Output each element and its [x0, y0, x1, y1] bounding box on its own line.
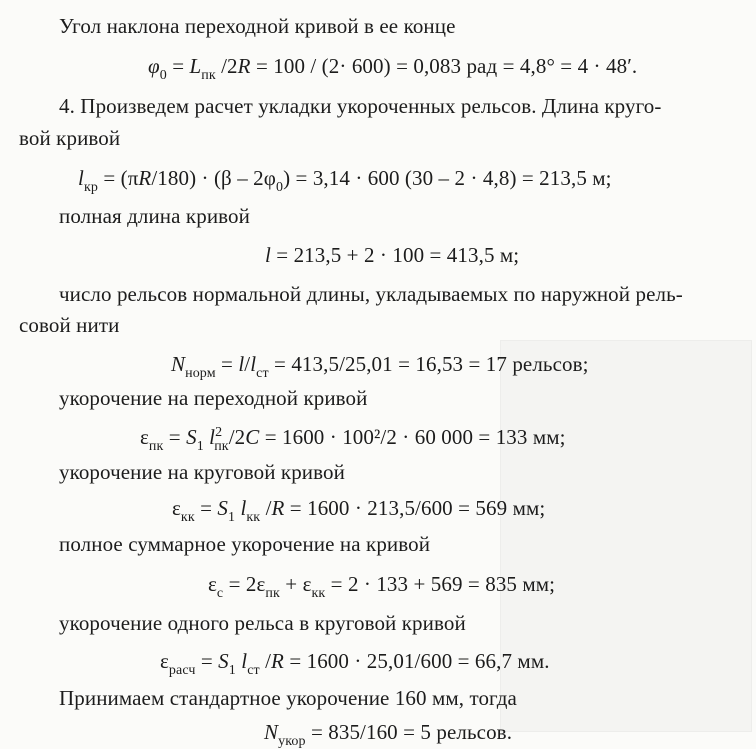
formula-subscript: кк	[311, 586, 326, 601]
paragraph-line	[59, 12, 456, 40]
formula-operator: = 2ε	[228, 572, 266, 596]
formula-tail: = 835/160 = 5 рельсов.	[305, 720, 513, 744]
paragraph-line	[59, 684, 517, 712]
formula-symbol: S	[186, 425, 197, 449]
formula-symbol: l	[78, 166, 84, 190]
formula-symbol: R	[271, 649, 284, 673]
formula-subscript: кк	[180, 510, 195, 525]
formula-operator: /	[259, 649, 272, 673]
formula-subscript: ст	[256, 366, 269, 381]
formula-operator: =	[172, 54, 190, 78]
paragraph-line	[59, 530, 430, 558]
paragraph-line	[59, 92, 661, 120]
formula-subscript: 0	[275, 180, 284, 195]
paragraph-line	[19, 124, 120, 152]
formula-tail: = 1600 · 213,5/600 = 569 мм;	[284, 496, 546, 520]
formula-operator: /	[244, 352, 251, 376]
formula-tail: = 413,5/25,01 = 16,53 = 17 рельсов;	[268, 352, 589, 376]
formula-circular-shortening	[172, 494, 546, 525]
formula-subscript: 1	[228, 663, 236, 678]
text-run: вой кривой	[19, 126, 121, 150]
formula-superscript: 2	[215, 425, 223, 440]
formula-symbol: R	[237, 54, 251, 78]
formula-symbol: N	[264, 720, 279, 744]
formula-subscript: расч	[168, 663, 196, 678]
formula-full-length	[265, 241, 519, 269]
formula-symbol: l	[238, 352, 245, 376]
formula-symbol: l	[265, 243, 271, 267]
formula-symbol: ε	[208, 572, 217, 596]
formula-symbol: L	[189, 54, 202, 78]
formula-subscript: норм	[185, 366, 216, 381]
formula-operator: =	[200, 496, 218, 520]
text-run: число рельсов нормальной длины, укладываемых по наружной рель-	[59, 282, 683, 306]
formula-symbol: ε	[160, 649, 169, 673]
paragraph-line	[19, 311, 119, 339]
formula-subscript: пк	[148, 439, 164, 454]
formula-operator: =	[200, 649, 219, 673]
formula-symbol: l	[240, 496, 247, 520]
formula-subscript: кк	[246, 510, 261, 525]
formula-symbol: R	[271, 496, 285, 520]
formula-tail: = 1600 · 25,01/600 = 66,7 мм.	[283, 649, 550, 673]
text-run: полная длина кривой	[59, 204, 250, 228]
text-run: укорочение на круговой кривой	[59, 460, 345, 484]
formula-symbol: S	[217, 496, 228, 520]
formula-subscript: кр	[83, 180, 98, 195]
formula-shortened-rails	[264, 718, 513, 749]
text-run: Угол наклона переходной кривой в ее конце	[59, 14, 456, 38]
formula-tail: = 100 / (2· 600) = 0,083 рад = 4,8° = 4 · 48′.	[250, 54, 638, 78]
formula-total-shortening	[208, 570, 556, 601]
formula-subscript: 0	[159, 68, 167, 83]
formula-symbol: φ	[148, 54, 160, 78]
paragraph-line	[59, 280, 683, 308]
formula-single-rail-shortening	[160, 647, 550, 678]
formula-operator: /2	[228, 425, 246, 449]
formula-operator: /	[260, 496, 272, 520]
formula-symbol: l	[250, 352, 257, 376]
formula-symbol: N	[171, 352, 186, 376]
paragraph-line	[59, 458, 345, 486]
formula-operator: /2	[221, 54, 238, 78]
formula-subscript: 1	[196, 439, 204, 454]
formula-symbol: R	[138, 166, 152, 190]
formula-tail: = 2 · 133 + 569 = 835 мм;	[325, 572, 556, 596]
formula-operator: =	[168, 425, 187, 449]
formula-slope-angle	[148, 52, 638, 83]
paragraph-line	[59, 202, 250, 230]
paragraph-line	[59, 384, 368, 412]
text-run: Принимаем стандартное укорочение 160 мм, тогда	[59, 686, 517, 710]
formula-subscript: укор	[278, 734, 306, 749]
formula-transition-shortening	[140, 423, 566, 454]
text-run: 4. Произведем расчет укладки укороченных рельсов. Длина круго-	[59, 94, 662, 118]
formula-tail: = 1600 · 100²/2 · 60 000 = 133 мм;	[259, 425, 566, 449]
formula-tail: = 213,5 + 2 · 100 = 413,5 м;	[270, 243, 520, 267]
text-run: совой нити	[19, 313, 120, 337]
formula-subscript: 1	[228, 510, 236, 525]
formula-subscript: ст	[247, 663, 260, 678]
formula-symbol: ε	[172, 496, 181, 520]
formula-operator: = (π	[103, 166, 139, 190]
formula-symbol: C	[245, 425, 260, 449]
formula-subscript: с	[216, 586, 224, 601]
formula-operator: + ε	[279, 572, 312, 596]
formula-symbol: S	[218, 649, 229, 673]
formula-tail: = 3,14 · 600 (30 – 2 · 4,8) = 213,5 м;	[290, 166, 612, 190]
formula-symbol: ε	[140, 425, 149, 449]
text-run: полное суммарное укорочение на кривой	[59, 532, 431, 556]
formula-operator: =	[221, 352, 239, 376]
formula-operator: /180) · (β – 2φ	[151, 166, 276, 190]
paragraph-line	[59, 609, 466, 637]
formula-symbol: l	[209, 425, 216, 449]
formula-circular-length	[78, 164, 612, 195]
formula-subscript: пк	[214, 439, 229, 454]
formula-subscript: пк	[201, 68, 216, 83]
formula-symbol: l	[241, 649, 248, 673]
text-run: укорочение одного рельса в круговой кривой	[59, 611, 466, 635]
formula-operator: )	[283, 166, 291, 190]
formula-subscript: пк	[265, 586, 280, 601]
formula-normal-rails	[171, 350, 589, 381]
text-run: укорочение на переходной кривой	[59, 386, 368, 410]
